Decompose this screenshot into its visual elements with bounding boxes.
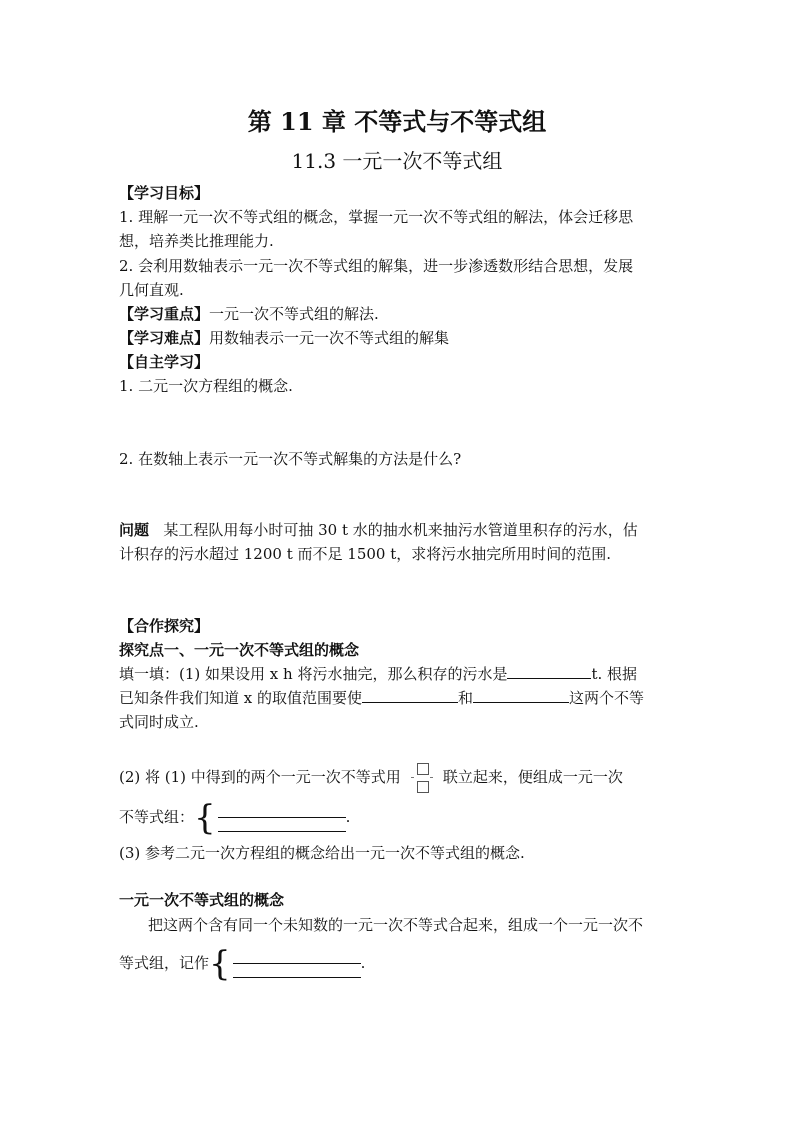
concept-blank-1[interactable] — [233, 950, 361, 964]
chapter-title: 第 11 章 不等式与不等式组 — [247, 107, 547, 136]
blank-inequality-2[interactable] — [473, 688, 569, 703]
problem-text-1: 某工程队用每小时可抽 30 t 水的抽水机来抽污水管道里积存的污水，估 — [163, 521, 638, 539]
difficulty-heading: 【学习难点】 — [119, 329, 210, 347]
system-blanks — [218, 804, 346, 832]
period: . — [345, 808, 351, 826]
concept-line-2 — [119, 944, 366, 984]
problem-line-1 — [119, 518, 638, 542]
fill-line-1 — [119, 662, 637, 686]
question-2-line — [119, 760, 623, 795]
system-blank-2[interactable] — [218, 818, 346, 832]
goal-1-line-2: 想，培养类比推理能力. — [119, 232, 274, 250]
self-study-q2: 2. 在数轴上表示一元一次不等式解集的方法是什么? — [119, 450, 462, 468]
period-2: . — [360, 954, 366, 972]
goal-2-line-1: 2. 会利用数轴表示一元一次不等式组的解集，进一步渗透数形结合思想，发展 — [119, 257, 634, 275]
goals-heading: 【学习目标】 — [119, 184, 210, 202]
key-point-text: 一元一次不等式组的解法. — [209, 305, 379, 323]
system-label: 不等式组： — [119, 808, 195, 826]
concept-blanks — [233, 950, 361, 978]
concept-title: 一元一次不等式组的概念 — [119, 891, 285, 909]
cooperation-heading: 【合作探究】 — [119, 617, 210, 635]
system-blank-1[interactable] — [218, 804, 346, 818]
key-point-heading: 【学习重点】 — [119, 305, 210, 323]
concept-text-2: 等式组，记作 — [119, 954, 210, 972]
key-point-line — [119, 302, 379, 326]
question-3: (3) 参考二元一次方程组的概念给出一元一次不等式组的概念. — [119, 844, 525, 862]
self-study-heading: 【自主学习】 — [119, 353, 210, 371]
fill-text-2: t. 根据 — [591, 665, 638, 683]
question-2-text-2: 联立起来，便组成一元一次 — [442, 768, 623, 786]
concept-line-1: 把这两个含有同一个未知数的一元一次不等式合起来，组成一个一元一次不 — [148, 916, 644, 934]
blank-inequality-1[interactable] — [362, 688, 458, 703]
fill-text-5: 这两个不等 — [569, 689, 645, 707]
concept-blank-2[interactable] — [233, 964, 361, 978]
brace-box-icon — [411, 761, 433, 795]
fill-text-3: 已知条件我们知道 x 的取值范围要使 — [119, 689, 362, 707]
difficulty-line — [119, 326, 449, 350]
self-study-q1: 1. 二元一次方程组的概念. — [119, 377, 293, 395]
goal-1-line-1: 1. 理解一元一次不等式组的概念，掌握一元一次不等式组的解法，体会迁移思 — [119, 208, 634, 226]
problem-label: 问题 — [119, 521, 150, 539]
section-title: 11.3 一元一次不等式组 — [291, 149, 503, 173]
explore-point-1: 探究点一、一元一次不等式组的概念 — [119, 641, 360, 659]
fill-text-1: 填一填：(1) 如果设用 x h 将污水抽完，那么积存的污水是 — [119, 665, 508, 683]
system-line — [119, 798, 351, 838]
question-2-text-1: (2) 将 (1) 中得到的两个一元一次不等式用 — [119, 768, 401, 786]
left-brace: { — [194, 798, 216, 838]
blank-sewage-amount[interactable] — [507, 664, 591, 679]
goal-2-line-2: 几何直观. — [119, 281, 184, 299]
problem-line-2: 计积存的污水超过 1200 t 而不足 1500 t，求将污水抽完所用时间的范围. — [119, 545, 612, 563]
fill-line-2 — [119, 686, 644, 710]
fill-text-4: 和 — [458, 689, 474, 707]
difficulty-text: 用数轴表示一元一次不等式组的解集 — [209, 329, 450, 347]
left-brace-2: { — [209, 944, 231, 984]
fill-line-3: 式同时成立. — [119, 713, 199, 731]
